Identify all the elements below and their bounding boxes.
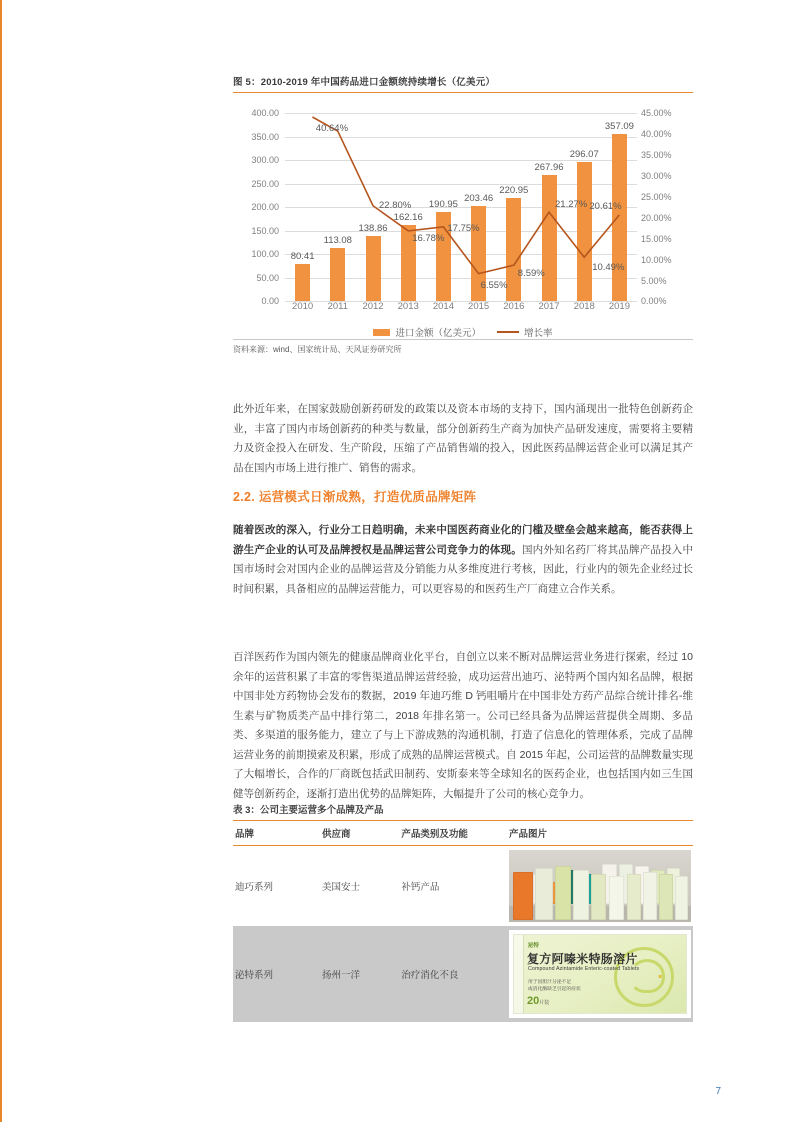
chart-line-label: 40.64% — [315, 123, 349, 135]
legend-bar-swatch-icon — [373, 329, 390, 336]
chart-y-tick-right: 25.00% — [641, 191, 672, 202]
chart-x-tick: 2019 — [608, 301, 630, 313]
table-header-row — [233, 821, 693, 846]
table-3 — [233, 802, 693, 1022]
box-logo-glyph-icon: . — [657, 961, 663, 984]
chart-y-tick-left: 150.00 — [251, 225, 279, 236]
chart-y-axis-right — [636, 108, 693, 307]
box-count — [527, 995, 549, 1007]
figure-5-title — [233, 74, 693, 92]
chart-plot-area — [285, 113, 637, 301]
chart-legend-item — [373, 325, 481, 339]
product-item — [627, 874, 641, 920]
product-item — [643, 872, 657, 920]
paragraph-2-bold: 随着医改的深入，行业分工日趋明确，未来中国医药商业化的门槛及壁垒会越来越高，能否获得上游生产企业的认可及品牌授权是品牌运营公司竞争力的体现。 — [233, 524, 693, 556]
chart-y-tick-left: 350.00 — [251, 131, 279, 142]
chart-bar-label: 80.41 — [290, 250, 315, 262]
box-brand: 泌特 — [527, 943, 539, 950]
chart-y-tick-right: 30.00% — [641, 171, 672, 182]
chart-bar-label: 162.16 — [393, 212, 423, 224]
table-3-title — [233, 802, 693, 820]
chart-x-tick: 2016 — [503, 301, 525, 313]
chart-legend — [233, 325, 693, 339]
chart-bar-label: 296.07 — [569, 149, 599, 161]
chart-x-tick: 2012 — [362, 301, 384, 313]
box-count-unit: 片装 — [539, 1000, 550, 1007]
chart-legend-label: 进口金额（亿美元） — [395, 328, 481, 340]
chart-line-label: 20.61% — [589, 201, 622, 213]
chart-line-label: 22.80% — [379, 200, 412, 212]
chart-y-tick-right: 35.00% — [641, 150, 672, 161]
figure-5-chart — [233, 99, 693, 339]
table-3-title-text: 公司主要运营多个品牌及产品 — [259, 805, 384, 816]
chart-legend-label: 增长率 — [524, 328, 553, 340]
chart-y-tick-left: 100.00 — [251, 249, 279, 260]
chart-x-tick: 2010 — [292, 301, 314, 313]
product-item — [555, 866, 571, 920]
product-item — [609, 876, 624, 920]
cell-supplier: 美国安士 — [321, 882, 360, 894]
figure-5-source: 资料来源：wind、国家统计局、天风证券研究所 — [233, 345, 402, 355]
chart-bar-label: 113.08 — [323, 235, 352, 247]
figure-5-title-prefix: 图 5： — [233, 77, 261, 88]
table-header-brand: 品牌 — [233, 821, 320, 846]
table-3-grid — [233, 821, 693, 1022]
cell-category: 治疗消化不良 — [399, 926, 507, 1022]
box-description — [528, 979, 581, 993]
table-3-title-prefix: 表 3： — [233, 805, 260, 816]
chart-y-tick-right: 10.00% — [641, 254, 672, 265]
chart-y-tick-left: 400.00 — [251, 108, 279, 119]
product-item — [659, 874, 673, 920]
table-header-supplier: 供应商 — [320, 821, 399, 846]
box-description-line-1: 用于因胆汁分泌不足 — [527, 980, 572, 986]
chart-line-label: 6.55% — [480, 280, 508, 292]
table-row — [233, 926, 693, 1022]
chart-bar-label: 267.96 — [534, 162, 564, 174]
paragraph-3: 百洋医药作为国内领先的健康品牌商业化平台，自创立以来不断对品牌运营业务进行探索，经过 10 余年的运营积累了丰富的零售渠道品牌运营经验，成功运营出迪巧、泌特两个国内知名品牌，根据中国非处方药物协会发布的数据，2019 年迪巧维 D 钙咀嚼片在中国非处方药产品综合统计排名-维生素与矿物质类产品中排行第二，2018 年排名第一。公司已经具备为品牌运营提供全周期、多品类、多渠道的服务能力，建立了与上下游成熟的沟通机制，打造了信息化的管理体系，完成了品牌运营业务的前期摸索及积累，形成了成熟的品牌运营模式。自 2015 年起，公司运营的品牌数量实现了大幅增长，合作的厂商既包括武田制药、安斯泰来等全球知名的医药企业，也包括国内如三生国健等创新药企，逐渐打造出优势的品牌矩阵，大幅提升了公司的核心竞争力。 — [233, 651, 693, 800]
chart-x-tick: 2014 — [432, 301, 454, 313]
chart-x-tick: 2013 — [397, 301, 419, 313]
chart-y-tick-right: 40.00% — [641, 129, 672, 140]
chart-y-axis-left — [233, 108, 283, 307]
chart-x-tick: 2011 — [327, 301, 349, 313]
table-header-image: 产品图片 — [507, 821, 693, 846]
chart-bar-label: 203.46 — [464, 192, 494, 204]
figure-5-title-rule — [233, 92, 693, 93]
medicine-box-photo — [509, 930, 691, 1018]
paragraph-2-rest: 国内外知名药厂将其品牌产品投入中国市场时会对国内企业的品牌运营及分销能力从多维度进行考核，因此，行业内的领先企业经过长时间积累，具备相应的品牌运营能力，可以更容易的和医药生产厂商建立合作关系。 — [233, 543, 694, 595]
chart-bar-label: 190.95 — [428, 198, 458, 210]
chart-line-label: 10.49% — [592, 261, 625, 273]
chart-y-tick-left: 200.00 — [251, 202, 279, 213]
chart-legend-item — [497, 325, 553, 339]
product-item — [573, 870, 589, 920]
chart-bar-label: 138.86 — [358, 223, 388, 235]
chart-y-tick-right: 45.00% — [641, 108, 672, 119]
product-item — [591, 874, 606, 920]
heading-2-2: 2.2. 运营模式日渐成熟，打造优质品牌矩阵 — [233, 490, 477, 504]
cell-category: 补钙产品 — [401, 882, 440, 894]
chart-line-label: 16.78% — [412, 233, 445, 245]
figure-5-title-text: 2010-2019 年中国药品进口金额统持续增长（亿美元） — [260, 77, 496, 88]
chart-y-tick-right: 0.00% — [641, 296, 667, 307]
chart-y-tick-right: 5.00% — [641, 275, 667, 286]
chart-x-tick: 2017 — [538, 301, 560, 313]
chart-line-label: 17.75% — [447, 223, 480, 235]
paragraph-1: 此外近年来，在国家鼓励创新药研发的政策以及资本市场的支持下，国内涌现出一批特色创新药企业，丰富了国内市场创新药的种类与数量，部分创新药生产商为加快产品研发速度，需要将主要精力及资金投入在研发、生产阶段，压缩了产品销售端的投入，因此医药品牌运营企业可以满足其产品在国内市场上进行推广、销售的需求。 — [233, 403, 693, 474]
chart-line-label: 8.59% — [517, 267, 545, 279]
chart-bar-label: 220.95 — [499, 184, 529, 196]
box-description-line-2: 或消化酶缺乏引起的症状 — [527, 987, 581, 993]
chart-y-tick-left: 0.00 — [261, 296, 279, 307]
product-item — [535, 868, 553, 920]
legend-line-swatch-icon — [497, 331, 519, 333]
product-item — [513, 872, 533, 920]
chart-line-label: 21.27% — [555, 198, 588, 210]
product-item — [675, 876, 688, 920]
paragraph-2 — [233, 521, 693, 599]
chart-bar-label: 357.09 — [604, 120, 634, 132]
box-count-value: 20 — [526, 995, 540, 1008]
chart-x-tick: 2015 — [468, 301, 490, 313]
chart-y-tick-left: 50.00 — [256, 272, 279, 283]
cell-image — [507, 926, 693, 1022]
chart-y-tick-left: 300.00 — [251, 155, 279, 166]
cell-image — [507, 846, 693, 927]
box-en-title: Compound Azintamide Enteric-coated Tablets — [527, 966, 640, 973]
chart-y-tick-left: 250.00 — [251, 178, 279, 189]
box-left-strip — [514, 935, 524, 1013]
medicine-box — [513, 934, 687, 1014]
chart-x-tick: 2018 — [573, 301, 595, 313]
table-row — [233, 846, 693, 927]
cell-brand: 泌特系列 — [233, 926, 320, 1022]
chart-x-axis — [285, 301, 637, 317]
chart-y-tick-right: 20.00% — [641, 212, 672, 223]
cell-brand: 迪巧系列 — [235, 882, 274, 894]
figure-5 — [233, 74, 693, 355]
page-number: 7 — [715, 1086, 721, 1097]
chart-y-tick-right: 15.00% — [641, 233, 672, 244]
cell-supplier: 扬州一洋 — [320, 926, 399, 1022]
product-shelf-photo — [509, 850, 691, 922]
box-cn-title: 复方阿嗪米特肠溶片 — [526, 952, 638, 967]
table-header-category: 产品类别及功能 — [399, 821, 507, 846]
